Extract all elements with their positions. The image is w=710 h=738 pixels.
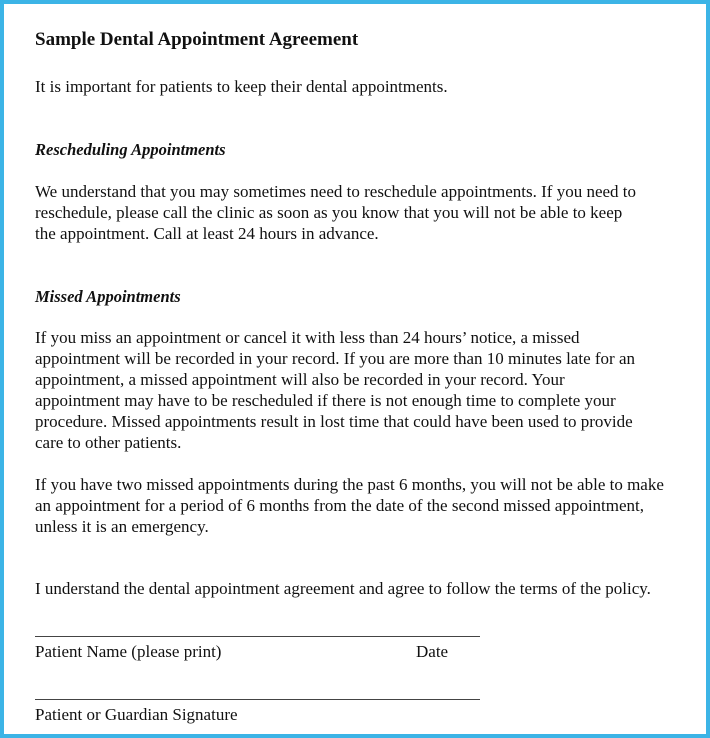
rescheduling-line: the appointment. Call at least 24 hours in advance. xyxy=(35,224,379,243)
missed-heading: Missed Appointments xyxy=(35,287,181,306)
rescheduling-heading: Rescheduling Appointments xyxy=(35,140,226,159)
patient-name-label: Patient Name (please print) xyxy=(35,642,222,661)
signature-line[interactable] xyxy=(35,699,480,700)
signature-label: Patient or Guardian Signature xyxy=(35,705,238,724)
date-label: Date xyxy=(416,642,449,661)
missed-line: If you miss an appointment or cancel it with less than 24 hours’ notice, a missed xyxy=(35,328,580,347)
missed-line: unless it is an emergency. xyxy=(35,517,209,536)
missed-line: appointment, a missed appointment will also be recorded in your record. Your xyxy=(35,370,565,389)
missed-line: If you have two missed appointments during the past 6 months, you will not be able to make xyxy=(35,475,664,494)
missed-line: appointment will be recorded in your record. If you are more than 10 minutes late for an xyxy=(35,349,635,368)
missed-line: care to other patients. xyxy=(35,433,182,452)
patient-name-date-line[interactable] xyxy=(35,636,480,637)
missed-line: appointment may have to be rescheduled if there is not enough time to complete your xyxy=(35,391,616,410)
missed-line: procedure. Missed appointments result in lost time that could have been used to provide xyxy=(35,412,633,431)
missed-line: an appointment for a period of 6 months from the date of the second missed appointment, xyxy=(35,496,645,515)
agreement-statement: I understand the dental appointment agreement and agree to follow the terms of the policy. xyxy=(35,579,651,598)
rescheduling-line: We understand that you may sometimes need to reschedule appointments. If you need to xyxy=(35,182,637,201)
rescheduling-line: reschedule, please call the clinic as soon as you know that you will not be able to keep xyxy=(35,203,623,222)
document-title: Sample Dental Appointment Agreement xyxy=(35,29,359,50)
intro-text: It is important for patients to keep their dental appointments. xyxy=(35,77,448,96)
